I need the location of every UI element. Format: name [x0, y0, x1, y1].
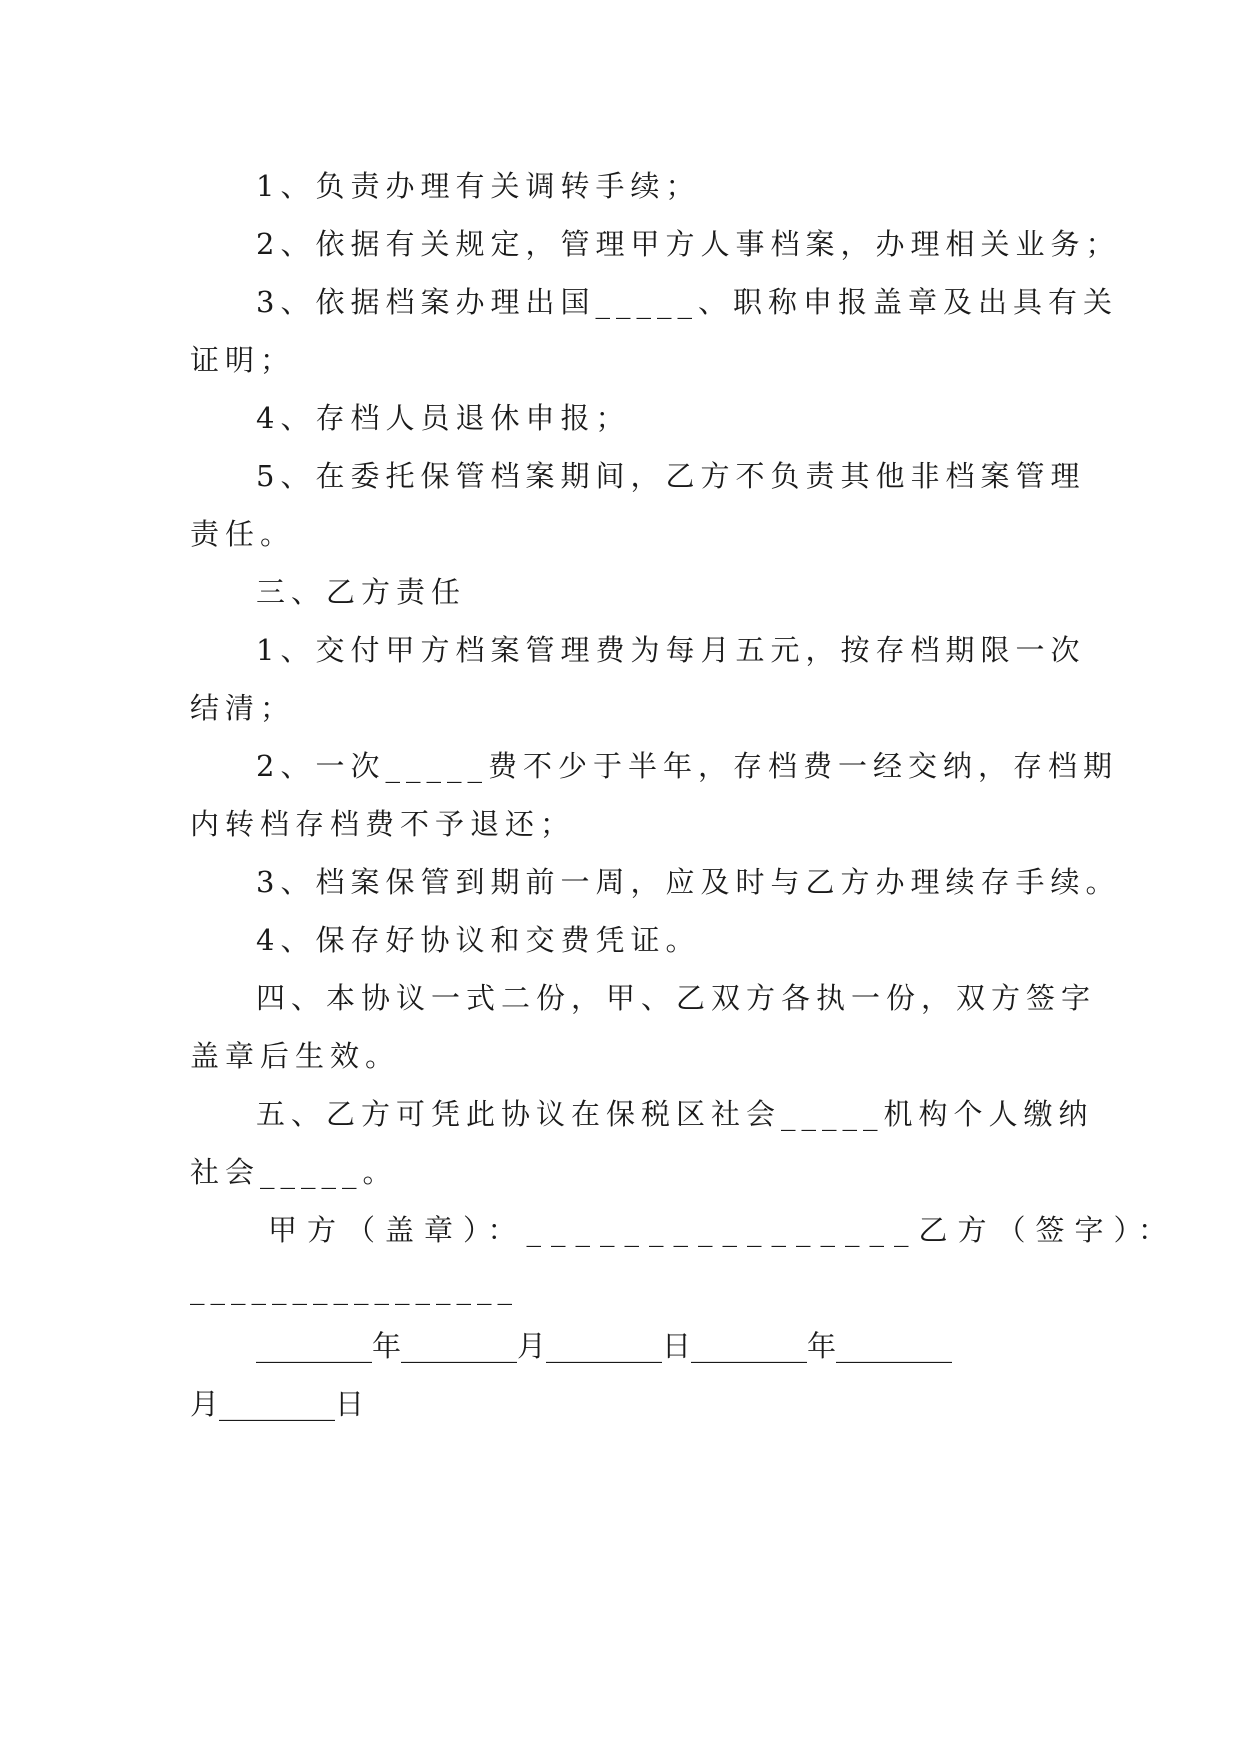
text-line: 1、交付甲方档案管理费为每月五元，按存档期限一次 — [256, 633, 1086, 667]
text-line: 2、一次_____费不少于半年，存档费一经交纳，存档期 — [256, 749, 1118, 783]
text-line: 1、负责办理有关调转手续； — [256, 169, 701, 203]
section-heading: 三、乙方责任 — [256, 575, 467, 609]
text-line: 结清； — [190, 691, 296, 725]
text-line: 4、保存好协议和交费凭证。 — [256, 923, 701, 957]
signature-blank: ________________ — [190, 1271, 518, 1305]
text-line: 3、档案保管到期前一周，应及时与乙方办理续存手续。 — [256, 865, 1121, 899]
text-line: 3、依据档案办理出国_____、职称申报盖章及出具有关 — [256, 285, 1118, 319]
date-line: ________年________月________日________年________ — [256, 1329, 953, 1363]
text-line: 四、本协议一式二份，甲、乙双方各执一份，双方签字 — [256, 981, 1097, 1015]
date-line: 月________日 — [190, 1387, 365, 1421]
text-line: 内转档存档费不予退还； — [190, 807, 576, 841]
text-line: 证明； — [190, 343, 296, 377]
signature-line: 甲方（盖章）：________________乙方（签字）： — [268, 1213, 1178, 1247]
text-line: 2、依据有关规定，管理甲方人事档案，办理相关业务； — [256, 227, 1121, 261]
text-line: 五、乙方可凭此协议在保税区社会_____机构个人缴纳 — [256, 1097, 1094, 1131]
text-line: 责任。 — [190, 517, 296, 551]
text-line: 4、存档人员退休申报； — [256, 401, 631, 435]
text-line: 社会_____。 — [190, 1155, 398, 1189]
text-line: 5、在委托保管档案期间，乙方不负责其他非档案管理 — [256, 459, 1086, 493]
text-line: 盖章后生效。 — [190, 1039, 401, 1073]
